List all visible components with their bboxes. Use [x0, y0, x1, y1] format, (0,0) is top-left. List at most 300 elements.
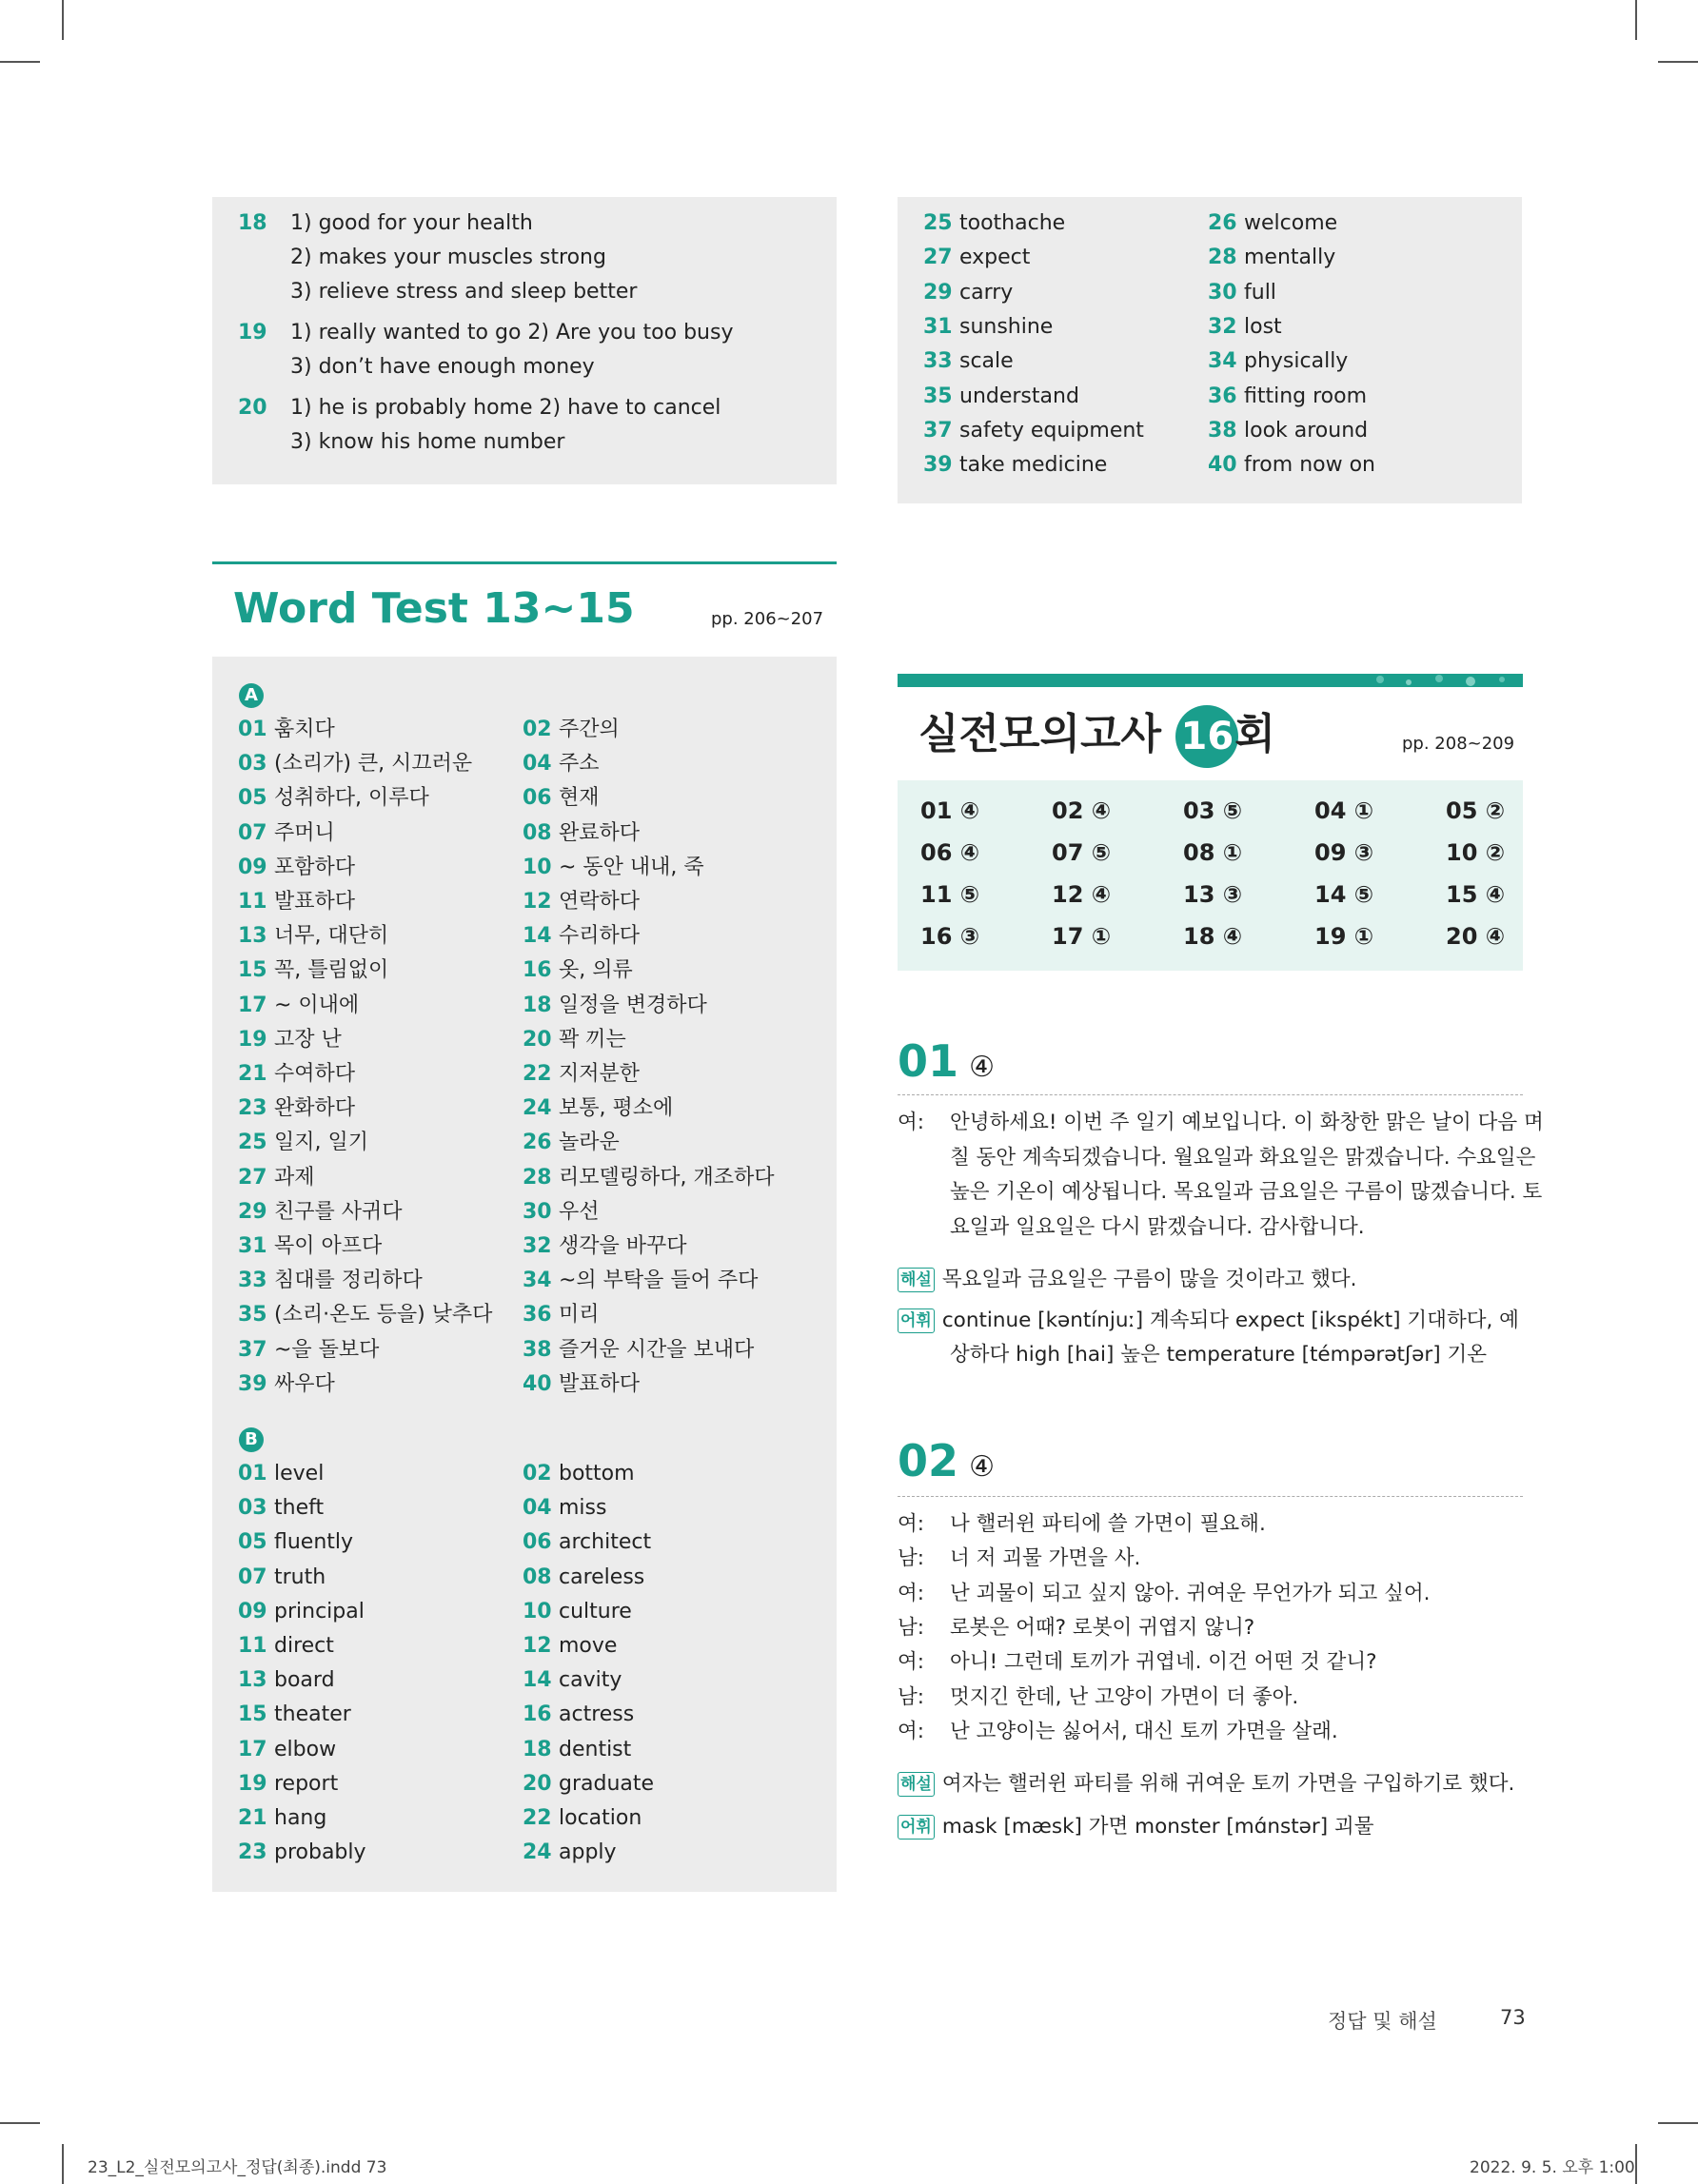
list-item	[1208, 313, 1282, 342]
item-text: probably	[274, 1840, 366, 1865]
dialog-line: 아니! 그런데 토끼가 귀엽네. 이건 어떤 것 같니?	[950, 1650, 1377, 1675]
q02-number: 02	[898, 1435, 959, 1486]
item-number: 04	[523, 1496, 552, 1521]
item-text: 너무, 대단히	[274, 924, 389, 949]
item-number: 26	[1208, 211, 1237, 235]
item-text: principal	[274, 1599, 365, 1623]
list-item	[523, 1804, 642, 1833]
item-text: 완료하다	[559, 820, 641, 845]
item-text: theft	[274, 1496, 325, 1521]
list-item	[238, 1460, 324, 1488]
item-text: 발표하다	[559, 1371, 641, 1396]
answer-cell: 13 ③	[1183, 881, 1243, 908]
item-text: 일정을 변경하다	[559, 993, 707, 1017]
list-item	[523, 819, 640, 848]
item-number: 05	[238, 1530, 267, 1555]
q01-speaker: 여:	[898, 1111, 925, 1134]
item-text: architect	[559, 1530, 652, 1555]
item-text: ~ 동안 내내, 죽	[559, 855, 704, 879]
item-number: 11	[238, 890, 267, 914]
item-text: 지저분한	[559, 1062, 641, 1086]
answer-cell: 08 ①	[1183, 839, 1243, 866]
q01-script-line: 칠 동안 계속되겠습니다. 월요일과 화요일은 맑겠습니다. 수요일은	[950, 1145, 1536, 1170]
section-a-badge	[239, 683, 264, 708]
crop-mark	[62, 0, 64, 40]
dialog-line: 나 핼러윈 파티에 쓸 가면이 필요해.	[950, 1512, 1266, 1536]
item-text: hang	[274, 1806, 327, 1830]
item-number: 34	[1208, 349, 1237, 374]
item-number: 12	[523, 890, 552, 914]
list-item	[238, 1632, 334, 1661]
item-number: 32	[523, 1234, 552, 1258]
item-number: 01	[238, 1462, 267, 1486]
explain-tag: 해설	[898, 1772, 935, 1797]
list-item	[238, 1336, 379, 1365]
item-text: 꽉 끼는	[559, 1027, 626, 1052]
answer-cell: 05 ②	[1446, 797, 1506, 824]
item-number: 32	[1208, 314, 1237, 339]
answer-cell: 10 ②	[1446, 839, 1506, 866]
item-number: 10	[523, 1599, 552, 1623]
crop-mark	[0, 2122, 40, 2124]
q01-script-line: 요일과 일요일은 다시 맑겠습니다. 감사합니다.	[950, 1214, 1365, 1239]
item-number: 34	[523, 1269, 552, 1293]
list-item	[523, 1598, 632, 1626]
list-item	[238, 1666, 335, 1695]
dialog-speaker: 여:	[898, 1650, 925, 1675]
list-item-number	[238, 209, 267, 238]
list-item	[238, 1701, 351, 1729]
q01-vocab	[898, 1304, 1519, 1338]
item-number: 21	[238, 1806, 267, 1830]
item-number: 20	[238, 396, 267, 420]
list-item	[238, 1164, 315, 1192]
item-number: 33	[923, 349, 953, 374]
item-text: direct	[274, 1634, 334, 1658]
list-item	[238, 1736, 336, 1764]
item-number: 06	[523, 786, 552, 811]
list-item-number	[238, 394, 267, 423]
list-item	[238, 992, 359, 1020]
item-number: 24	[523, 1096, 552, 1121]
item-number: 18	[238, 211, 267, 235]
mock-test-header-bar	[898, 674, 1523, 687]
list-item	[923, 383, 1079, 411]
list-item	[523, 1198, 600, 1227]
mock-test-title-suffix: 회	[1234, 710, 1275, 758]
item-text: scale	[959, 349, 1014, 374]
list-item	[523, 1094, 673, 1123]
item-text: cavity	[559, 1668, 622, 1693]
item-number: 38	[1208, 418, 1237, 443]
q02-divider	[898, 1496, 1523, 1497]
item-text: 보통, 평소에	[559, 1096, 674, 1121]
q01-answer: ④	[969, 1051, 996, 1084]
list-item	[1208, 244, 1335, 272]
item-text: safety equipment	[959, 418, 1144, 443]
page-number: 73	[1500, 2006, 1526, 2029]
crop-mark	[62, 2144, 64, 2184]
item-text: 성취하다, 이루다	[274, 786, 429, 811]
dialog-line: 멋지긴 한데, 난 고양이 가면이 더 좋아.	[950, 1684, 1299, 1709]
word-test-pages: pp. 206~207	[711, 609, 824, 629]
word-test-rule	[212, 561, 837, 564]
answer-cell: 20 ④	[1446, 923, 1506, 950]
item-number: 27	[238, 1165, 267, 1190]
answer-line: 3) don’t have enough money	[290, 355, 595, 379]
crop-mark	[0, 61, 40, 63]
item-text: 미리	[559, 1303, 600, 1328]
dialog-line: 난 고양이는 싫어서, 대신 토끼 가면을 살래.	[950, 1719, 1338, 1743]
list-item	[523, 956, 633, 985]
list-item	[523, 716, 620, 744]
list-item	[238, 716, 335, 744]
answer-cell: 03 ⑤	[1183, 797, 1243, 824]
answer-line: 3) know his home number	[290, 430, 565, 454]
list-item	[523, 1494, 606, 1523]
list-item	[923, 417, 1144, 445]
item-text: 일지, 일기	[274, 1131, 368, 1155]
list-item	[238, 750, 472, 778]
list-item	[523, 784, 600, 813]
item-text: 주머니	[274, 820, 335, 845]
item-text: carry	[959, 280, 1014, 305]
item-number: 17	[238, 1737, 267, 1761]
q02-explanation	[898, 1767, 1514, 1801]
item-text: fluently	[274, 1530, 354, 1555]
list-item	[523, 888, 640, 916]
item-number: 36	[1208, 384, 1237, 408]
item-number: 13	[238, 1668, 267, 1693]
answer-cell: 09 ③	[1314, 839, 1374, 866]
mock-test-title	[918, 699, 1275, 768]
list-item	[523, 1632, 617, 1661]
item-text: understand	[959, 384, 1079, 408]
list-item	[1208, 347, 1348, 376]
item-number: 19	[238, 321, 267, 344]
list-item	[238, 1804, 326, 1833]
list-item	[238, 1129, 368, 1157]
list-item	[238, 1232, 382, 1261]
item-text: toothache	[959, 211, 1066, 235]
item-number: 10	[523, 855, 552, 879]
item-number: 22	[523, 1062, 552, 1086]
list-item	[923, 347, 1014, 376]
item-number: 21	[238, 1062, 267, 1086]
q02-vocab-text: mask [mæsk] 가면 monster [mɑ́nstər] 괴물	[941, 1815, 1374, 1839]
list-item	[238, 819, 335, 848]
item-number: 16	[523, 958, 552, 983]
item-number: 04	[523, 752, 552, 777]
dialog-speaker: 남:	[898, 1546, 925, 1571]
q01-divider	[898, 1094, 1523, 1095]
item-text: dentist	[559, 1737, 632, 1761]
item-text: truth	[274, 1564, 326, 1589]
list-item	[923, 279, 1013, 307]
section-b-badge	[239, 1427, 264, 1452]
item-text: sunshine	[959, 314, 1054, 339]
list-item	[523, 1770, 654, 1799]
item-text: careless	[559, 1564, 645, 1589]
list-item	[523, 1060, 640, 1089]
mock-test-title-prefix: 실전모의고사	[918, 710, 1162, 758]
answer-line: 2) makes your muscles strong	[290, 246, 606, 269]
list-item	[523, 922, 640, 951]
dialog-line: 너 저 괴물 가면을 사.	[950, 1546, 1141, 1571]
item-text: mentally	[1244, 246, 1336, 270]
item-number: 33	[238, 1269, 267, 1293]
answer-cell: 02 ④	[1052, 797, 1112, 824]
answer-cell: 04 ①	[1314, 797, 1374, 824]
item-text: 연락하다	[559, 890, 641, 914]
item-text: 고장 난	[274, 1027, 342, 1052]
q01-explain-text: 목요일과 금요일은 구름이 많을 것이라고 했다.	[941, 1268, 1357, 1291]
mock-test-pages: pp. 208~209	[1402, 734, 1515, 754]
item-number: 17	[238, 993, 267, 1017]
q02-explain-text: 여자는 핼러윈 파티를 위해 귀여운 토끼 가면을 구입하기로 했다.	[941, 1772, 1515, 1796]
list-item	[923, 313, 1053, 342]
item-text: from now on	[1244, 453, 1375, 478]
item-text: 친구를 사귀다	[274, 1199, 403, 1224]
list-item	[523, 1026, 626, 1054]
list-item	[1208, 209, 1337, 238]
dialog-speaker: 여:	[898, 1581, 925, 1605]
item-number: 25	[923, 211, 953, 235]
item-text: 발표하다	[274, 890, 356, 914]
q02-answer: ④	[969, 1450, 996, 1484]
list-item	[1208, 417, 1368, 445]
item-text: 완화하다	[274, 1096, 356, 1121]
list-item	[523, 1736, 631, 1764]
item-text: 꼭, 틀림없이	[274, 958, 389, 983]
answer-line: 1) good for your health	[290, 211, 533, 235]
item-text: apply	[559, 1840, 617, 1865]
item-number: 28	[523, 1165, 552, 1190]
list-item	[1208, 383, 1367, 411]
item-number: 22	[523, 1806, 552, 1830]
item-number: 30	[1208, 280, 1237, 305]
answer-cell: 18 ④	[1183, 923, 1243, 950]
footer-date: 2022. 9. 5. 오후 1:00	[1470, 2158, 1635, 2177]
item-number: 29	[238, 1199, 267, 1224]
item-text: 놀라운	[559, 1131, 620, 1155]
item-number: 03	[238, 1496, 267, 1521]
item-text: board	[274, 1668, 335, 1693]
mock-test-number-badge: 16	[1175, 705, 1238, 768]
answer-cell: 12 ④	[1052, 881, 1112, 908]
dialog-speaker: 여:	[898, 1512, 925, 1536]
item-text: lost	[1244, 314, 1282, 339]
item-text: full	[1244, 280, 1276, 305]
list-item	[238, 1267, 423, 1295]
q01-explanation	[898, 1263, 1356, 1297]
answer-cell: 19 ①	[1314, 923, 1374, 950]
item-number: 35	[238, 1303, 267, 1328]
item-text: elbow	[274, 1737, 337, 1761]
item-number: 38	[523, 1337, 552, 1362]
item-number: 37	[923, 418, 953, 443]
q01-script-line: 안녕하세요! 이번 주 일기 예보입니다. 이 화창한 맑은 날이 다음 며	[950, 1111, 1544, 1134]
list-item	[523, 1370, 640, 1399]
list-item	[523, 1564, 644, 1592]
crop-mark	[1635, 0, 1637, 40]
item-number: 27	[923, 246, 953, 270]
item-number: 40	[523, 1371, 552, 1396]
list-item	[523, 1164, 775, 1192]
item-text: 훔치다	[274, 718, 335, 741]
item-text: report	[274, 1771, 339, 1796]
list-item	[923, 244, 1030, 272]
item-number: 07	[238, 820, 267, 845]
list-item	[238, 1598, 365, 1626]
list-item	[238, 1370, 335, 1399]
item-text: 수리하다	[559, 924, 641, 949]
item-text: 과제	[274, 1165, 315, 1190]
list-item	[238, 922, 388, 951]
q02-vocab	[898, 1810, 1373, 1844]
list-item	[523, 1528, 651, 1557]
item-number: 28	[1208, 246, 1237, 270]
item-number: 26	[523, 1131, 552, 1155]
list-item	[238, 1094, 355, 1123]
item-number: 03	[238, 752, 267, 777]
section-b-label: B	[239, 1427, 264, 1452]
item-number: 19	[238, 1027, 267, 1052]
crop-mark	[1635, 2144, 1637, 2184]
list-item	[238, 1564, 326, 1592]
item-number: 16	[523, 1702, 552, 1727]
item-text: 주간의	[559, 718, 620, 741]
item-text: welcome	[1244, 211, 1338, 235]
answer-cell: 17 ①	[1052, 923, 1112, 950]
item-number: 12	[523, 1634, 552, 1658]
q02-heading	[898, 1435, 995, 1486]
list-item	[238, 1301, 492, 1329]
answer-line: 1) really wanted to go 2) Are you too busy	[290, 321, 734, 344]
item-number: 20	[523, 1771, 552, 1796]
item-text: graduate	[559, 1771, 655, 1796]
item-text: move	[559, 1634, 618, 1658]
answer-cell: 16 ③	[920, 923, 980, 950]
dialog-speaker: 남:	[898, 1615, 925, 1640]
item-number: 06	[523, 1530, 552, 1555]
q01-vocab-line-2: 상하다 high [hai] 높은 temperature [témpərətʃər] 기온	[950, 1343, 1487, 1367]
section-a-label: A	[239, 683, 264, 708]
item-number: 23	[238, 1840, 267, 1865]
item-text: expect	[959, 246, 1031, 270]
item-number: 18	[523, 993, 552, 1017]
list-item	[523, 1666, 622, 1695]
item-text: 침대를 정리하다	[274, 1269, 423, 1293]
item-number: 14	[523, 924, 552, 949]
item-number: 25	[238, 1131, 267, 1155]
item-text: take medicine	[959, 453, 1108, 478]
list-item	[238, 888, 355, 916]
item-number: 11	[238, 1634, 267, 1658]
dot-pattern-icon	[1352, 674, 1523, 687]
word-test-title: Word Test 13~15	[233, 584, 635, 633]
answer-cell: 15 ④	[1446, 881, 1506, 908]
item-number: 09	[238, 855, 267, 879]
answer-cell: 14 ⑤	[1314, 881, 1374, 908]
dialog-line: 난 괴물이 되고 싶지 않아. 귀여운 무언가가 되고 싶어.	[950, 1581, 1431, 1605]
list-item	[523, 1701, 634, 1729]
dialog-speaker: 여:	[898, 1719, 925, 1743]
list-item	[523, 1301, 600, 1329]
item-text: ~의 부탁을 들어 주다	[559, 1269, 759, 1293]
item-number: 37	[238, 1337, 267, 1362]
item-text: (소리·온도 등을) 낮추다	[274, 1303, 493, 1328]
item-number: 23	[238, 1096, 267, 1121]
item-text: 생각을 바꾸다	[559, 1234, 687, 1258]
item-text: level	[274, 1462, 325, 1486]
item-number: 31	[923, 314, 953, 339]
crop-mark	[1658, 61, 1698, 63]
list-item	[923, 209, 1065, 238]
item-number: 02	[523, 718, 552, 741]
item-number: 05	[238, 786, 267, 811]
list-item	[523, 992, 707, 1020]
list-item	[238, 1839, 366, 1867]
item-number: 07	[238, 1564, 267, 1589]
item-number: 40	[1208, 453, 1237, 478]
item-number: 08	[523, 820, 552, 845]
item-number: 31	[238, 1234, 267, 1258]
list-item	[523, 750, 600, 778]
list-item	[523, 1336, 754, 1365]
list-item	[523, 1839, 617, 1867]
item-number: 19	[238, 1771, 267, 1796]
footer-section: 정답 및 해설	[1328, 2010, 1437, 2033]
list-item	[238, 956, 388, 985]
list-item	[523, 1460, 635, 1488]
item-text: 옷, 의류	[559, 958, 633, 983]
item-text: 포함하다	[274, 855, 356, 879]
item-number: 30	[523, 1199, 552, 1224]
item-number: 35	[923, 384, 953, 408]
answer-line: 1) he is probably home 2) have to cancel	[290, 396, 721, 420]
item-text: location	[559, 1806, 642, 1830]
answer-cell: 06 ④	[920, 839, 980, 866]
item-number: 14	[523, 1668, 552, 1693]
q01-heading	[898, 1035, 995, 1087]
list-item	[1208, 451, 1375, 480]
item-number: 15	[238, 958, 267, 983]
list-item	[523, 1267, 758, 1295]
item-text: (소리가) 큰, 시끄러운	[274, 752, 473, 777]
item-number: 08	[523, 1564, 552, 1589]
item-number: 39	[238, 1371, 267, 1396]
list-item	[523, 854, 704, 882]
answer-cell: 01 ④	[920, 797, 980, 824]
list-item	[1208, 279, 1276, 307]
item-text: 목이 아프다	[274, 1234, 383, 1258]
answer-cell: 11 ⑤	[920, 881, 980, 908]
item-text: actress	[559, 1702, 635, 1727]
item-text: 현재	[559, 786, 600, 811]
footer-file-name: 23_L2_실전모의고사_정답(최종).indd 73	[88, 2158, 387, 2177]
list-item	[238, 854, 355, 882]
q01-vocab-line-1: continue [kəntínjuː] 계속되다 expect [ikspékt] 기대하다, 예	[941, 1308, 1519, 1332]
item-number: 13	[238, 924, 267, 949]
item-text: 주소	[559, 752, 600, 777]
item-text: culture	[559, 1599, 632, 1623]
item-text: ~을 돌보다	[274, 1337, 380, 1362]
list-item	[238, 1770, 338, 1799]
item-number: 24	[523, 1840, 552, 1865]
q01-number: 01	[898, 1035, 959, 1087]
item-number: 36	[523, 1303, 552, 1328]
